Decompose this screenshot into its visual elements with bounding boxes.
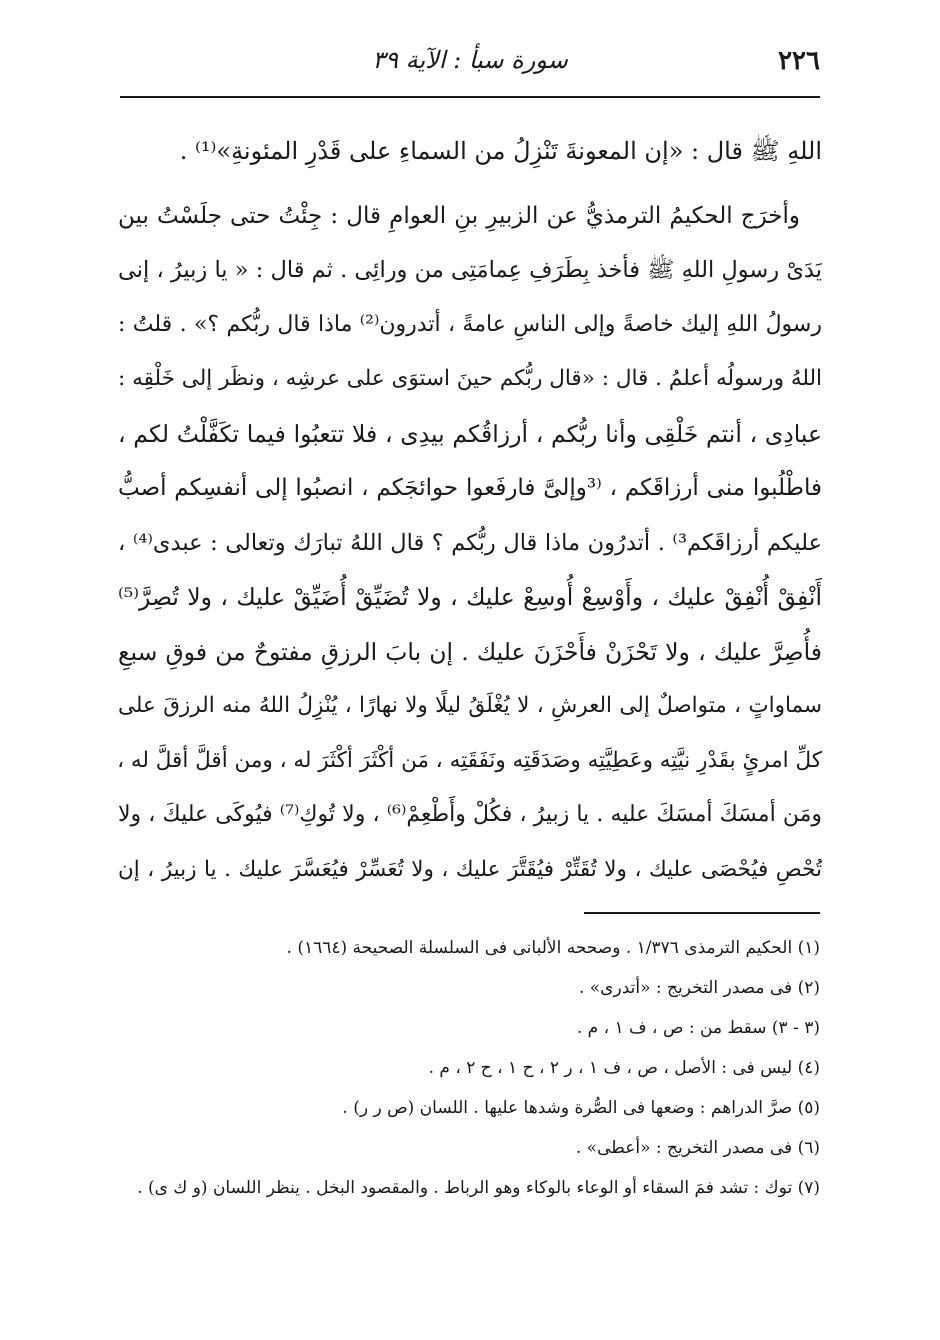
body-line: فاطْلُبوا منى أرزاقَكم ، ⁽³وإلىَّ فارفَعوا حوائجَكم ، انصبُوا إلى أنفسِكم أصبُّ xyxy=(118,475,822,501)
footnote: (٣ - ٣) سقط من : ص ، ف ١ ، م . xyxy=(576,1018,820,1038)
header-rule xyxy=(120,96,820,98)
body-line: عليكم أرزاقَكم³⁾ . أتدرُون ماذا قال ربُّكم ؟ قال اللهُ تبارَك وتعالى : عبدى⁽⁴⁾ ، xyxy=(118,529,822,556)
running-head xyxy=(120,40,820,80)
footnote: (٦) فى مصدر التخريج : «أعطى» . xyxy=(575,1138,820,1158)
footnote: (١) الحكيم الترمذى ١/٣٧٦ . وصححه الألبانى فى السلسلة الصحيحة (١٦٦٤) . xyxy=(286,938,820,958)
body-line: اللهِ ﷺ قال : «إن المعونةَ تَنْزِلُ من السماءِ على قَدْرِ المئونةِ»⁽¹⁾ . xyxy=(179,137,822,165)
body-line: ومَن أمسَكَ أمسَكَ عليه . يا زبيرُ ، فكُلْ وأَطْعِمْ⁽⁶⁾ ، ولا تُوكِ⁽⁷⁾ فيُوكَى عليكَ ، ولا xyxy=(118,802,822,827)
body-line: أَنْفِقْ أُنْفِقْ عليك ، وأَوْسِعْ أُوسِعْ عليك ، ولا تُضَيِّقْ أُضَيِّقْ عليك ، ولا تُصِرَّ⁽⁵⁾ xyxy=(118,583,822,611)
body-line: كلِّ امرئٍ بقَدْرِ نيَّتِه وعَطِيَّتِه وصَدَقَتِه ونَفَقَتِه ، مَن أكْثَرَ أكْثَرَ له ، ومن أقلَّ أقلَّ له ، xyxy=(117,747,822,773)
footnote: (٧) توك : تشد فمَ السقاء أو الوعاء بالوكاء وهو الرباط . والمقصود البخل . ينظر اللسان (و ك ى) . xyxy=(137,1178,820,1198)
footnote: (٥) صرَّ الدراهم : وضعها فى الصُّرة وشدها عليها . اللسان (ص ر ر) . xyxy=(342,1098,820,1118)
body-line: سماواتٍ ، متواصلٌ إلى العرشِ ، لا يُغْلَقُ ليلًا ولا نهارًا ، يُنْزِلُ اللهُ منه الرزقَ على xyxy=(118,693,822,718)
body-line: رسولُ اللهِ إليك خاصةً وإلى الناسِ عامةً ، أتدرون⁽²⁾ ماذا قال ربُّكم ؟» . قلتُ : xyxy=(118,311,822,337)
body-line: عبادِى ، أنتم خَلْقِى وأنا ربُّكم ، أرزاقُكم بيدِى ، فلا تتعبُوا فيما تكَفَّلْتُ لكم ، xyxy=(118,419,822,448)
body-line: اللهُ ورسولُه أعلمُ . قال : «قال ربُّكم حينَ استوَى على عرشِه ، ونظَر إلى خَلْقِه : xyxy=(118,366,822,391)
footnote-rule xyxy=(584,912,820,914)
body-line: تُحْصِ فيُحْصَى عليك ، ولا تُقَتِّرْ فيُقَتَّرَ عليك ، ولا تُعَسِّرْ فيُعَسَّرَ عليك . يا زبيرُ ، إن xyxy=(118,856,822,882)
body-line: وأخرَج الحكيمُ الترمذيُّ عن الزبيرِ بنِ العوامِ قال : جِئْتُ حتى جلَسْتُ بين xyxy=(118,202,800,229)
body-line: يَدَىْ رسولِ اللهِ ﷺ فأخذ بِطَرَفِ عِمامَتِى من ورائِى . ثم قال : « يا زبيرُ ، إنى xyxy=(118,257,822,283)
footnote: (٢) فى مصدر التخريج : «أتدرى» . xyxy=(578,978,820,998)
page-number: ٢٢٦ xyxy=(778,46,820,76)
footnote: (٤) ليس فى : الأصل ، ص ، ف ١ ، ر ٢ ، ح ١ ، ح ٢ ، م . xyxy=(428,1058,820,1078)
body-text xyxy=(118,124,822,897)
header-title: سورة سبأ : الآية ٣٩ xyxy=(372,46,568,74)
footnotes xyxy=(120,928,820,1208)
body-line: فأُصِرَّ عليك ، ولا تَحْزَنْ فأَحْزَنَ عليك . إن بابَ الرزقِ مفتوحٌ من فوقِ سبعِ xyxy=(118,637,822,666)
